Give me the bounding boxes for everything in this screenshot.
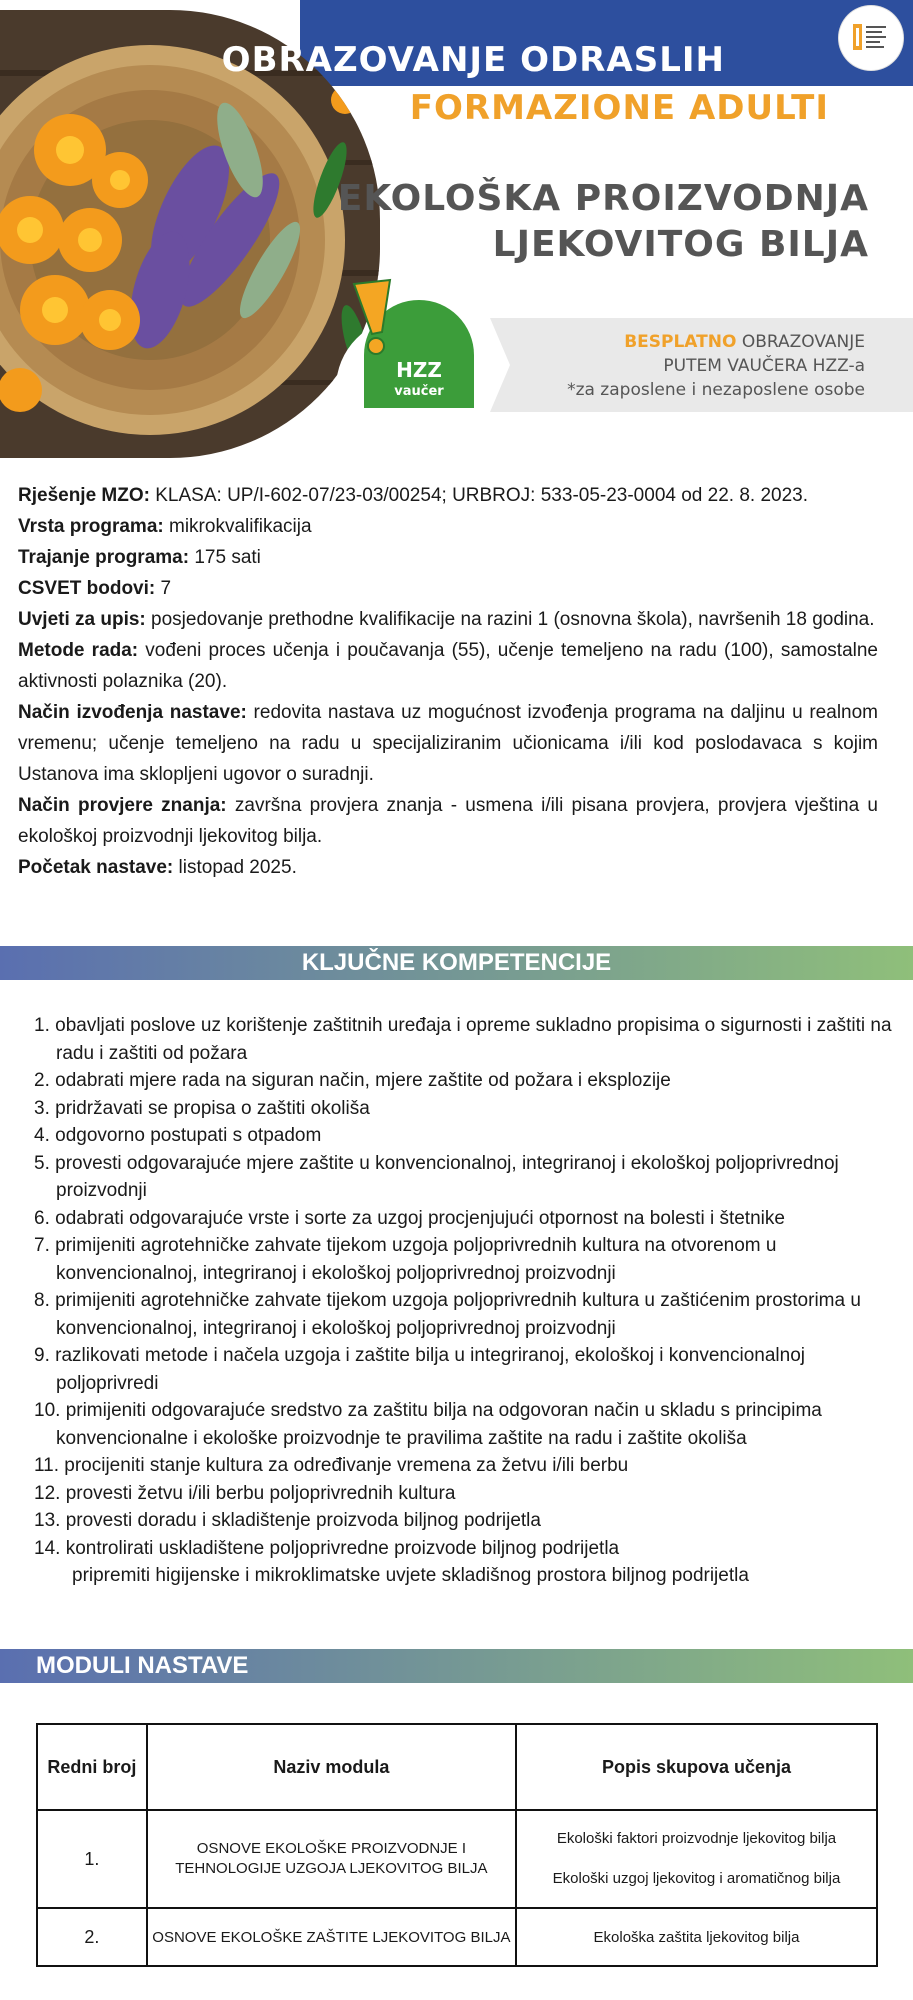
- info-value: 175 sati: [189, 547, 261, 568]
- info-value: listopad 2025.: [173, 857, 297, 878]
- table-row: [37, 1810, 877, 1908]
- info-row: [18, 480, 878, 511]
- info-label: CSVET bodovi:: [18, 578, 156, 599]
- info-row: [18, 542, 878, 573]
- list-item: 6. odabrati odgovarajuće vrste i sorte za uzgoj procjenjujući otpornost na bolesti i štetnike: [34, 1207, 785, 1229]
- voucher-text: [567, 330, 865, 402]
- list-item: 11. procijeniti stanje kultura za određivanje vremena za žetvu i/ili berbu: [34, 1455, 629, 1476]
- hzz-label: HZZ: [396, 358, 442, 382]
- list-item: 8. primijeniti agrotehničke zahvate tijekom uzgoja poljoprivrednih kultura u zaštićenim prostorima u konvencionalnoj, integriranoj i ekološkoj poljoprivrednoj proizvodnji: [34, 1290, 861, 1339]
- info-row: [18, 790, 878, 852]
- list-item-continuation: pripremiti higijenske i mikroklimatske uvjete skladišnog prostora biljnog podrijetla: [72, 1565, 749, 1586]
- info-label: Rješenje MZO:: [18, 485, 150, 506]
- column-header-learning-sets: Popis skupova učenja: [516, 1724, 877, 1810]
- list-item: 10. primijeniti odgovarajuće sredstvo za zaštitu bilja na odgovoran način u skladu s principima konvencionalne i ekološke proizvodnje te pravilima zaštite na radu i zaštite okoliša: [34, 1400, 822, 1449]
- list-item: 4. odgovorno postupati s otpadom: [34, 1125, 322, 1146]
- program-category-title: OBRAZOVANJE ODRASLIH: [221, 40, 725, 80]
- module-number: 2.: [37, 1908, 147, 1966]
- module-name: OSNOVE EKOLOŠKE PROIZVODNJE I TEHNOLOGIJE UZGOJA LJEKOVITOG BILJA: [147, 1810, 516, 1908]
- info-label: Početak nastave:: [18, 857, 174, 878]
- info-value: završna provjera znanja - usmena i/ili pisana provjera, provjera vještina u ekološkoj proizvodnji ljekovitog bilja.: [18, 795, 878, 847]
- info-row: [18, 573, 878, 604]
- info-value: KLASA: UP/I-602-07/23-03/00254; URBROJ: 533-05-23-0004 od 22. 8. 2023.: [149, 485, 809, 506]
- column-header-module-name: Naziv modula: [147, 1724, 516, 1810]
- info-label: Vrsta programa:: [18, 516, 164, 537]
- hzz-voucher-label: vaučer: [394, 384, 444, 399]
- learning-set-item: Ekološka zaštita ljekovitog bilja: [593, 1928, 800, 1946]
- table-row: [37, 1908, 877, 1966]
- modules-table: [36, 1723, 878, 1967]
- info-row: [18, 635, 878, 697]
- info-row: [18, 697, 878, 790]
- list-item: 12. provesti žetvu i/ili berbu poljoprivrednih kultura: [34, 1482, 456, 1504]
- info-label: Uvjeti za upis:: [18, 609, 146, 630]
- competencies-heading: KLJUČNE KOMPETENCIJE: [0, 946, 913, 980]
- info-label: Način provjere znanja:: [18, 795, 227, 816]
- list-item: 1. obavljati poslove uz korištenje zaštitnih uređaja i opreme sukladno propisima o sigurnosti i zaštiti na radu i zaštiti od požara: [34, 1015, 892, 1064]
- column-header-number: Redni broj: [37, 1724, 147, 1810]
- module-name: OSNOVE EKOLOŠKE ZAŠTITE LJEKOVITOG BILJA: [147, 1908, 516, 1966]
- hzz-voucher-badge: [364, 300, 474, 408]
- program-title: [338, 176, 869, 268]
- institution-logo-icon: [851, 20, 891, 56]
- module-learning-sets: [516, 1908, 877, 1966]
- exclamation-icon: [346, 278, 406, 358]
- info-value: vođeni proces učenja i poučavanja (55), učenje temeljeno na radu (100), samostalne aktivnosti polaznika (20).: [18, 640, 878, 692]
- info-row: [18, 852, 878, 883]
- voucher-line2: PUTEM VAUČERA HZZ-a: [663, 356, 865, 376]
- voucher-line3: *za zaposlene i nezaposlene osobe: [567, 380, 865, 400]
- module-number: 1.: [37, 1810, 147, 1908]
- info-label: Trajanje programa:: [18, 547, 190, 568]
- modules-heading: MODULI NASTAVE: [0, 1649, 913, 1683]
- module-learning-sets: [516, 1810, 877, 1908]
- program-title-line1: EKOLOŠKA PROIZVODNJA: [337, 178, 869, 219]
- info-value: posjedovanje prethodne kvalifikacije na razini 1 (osnovna škola), navršenih 18 godina.: [145, 609, 875, 630]
- info-row: [18, 604, 878, 635]
- table-header-row: [37, 1724, 877, 1810]
- list-item: 9. razlikovati metode i načela uzgoja i zaštite bilja u integriranoj, ekološkoj i konvencionalnoj poljoprivredi: [34, 1345, 805, 1394]
- program-category-subtitle: FORMAZIONE ADULTI: [409, 88, 829, 128]
- program-info: [18, 480, 878, 883]
- competencies-list: [34, 1012, 894, 1590]
- info-value: mikrokvalifikacija: [163, 516, 312, 537]
- list-item: 2. odabrati mjere rada na siguran način, mjere zaštite od požara i eksplozije: [34, 1070, 671, 1091]
- info-label: Način izvođenja nastave:: [18, 702, 247, 723]
- voucher-line1: OBRAZOVANJE: [736, 332, 865, 352]
- list-item: 3. pridržavati se propisa o zaštiti okoliša: [34, 1097, 370, 1119]
- hero-banner: [0, 0, 913, 458]
- learning-set-item: Ekološki faktori proizvodnje ljekovitog bilja: [556, 1830, 837, 1847]
- voucher-free-label: BESPLATNO: [624, 332, 737, 352]
- learning-set-item: Ekološki uzgoj ljekovitog i aromatičnog bilja: [552, 1870, 841, 1887]
- list-item: 13. provesti doradu i skladištenje proizvoda biljnog podrijetla: [34, 1510, 541, 1531]
- list-item: 14. kontrolirati uskladištene poljoprivredne proizvode biljnog podrijetla: [34, 1537, 620, 1559]
- info-value: redovita nastava uz mogućnost izvođenja programa na daljinu u realnom vremenu; učenje temeljeno na radu u specijaliziranim učionicama i/ili kod poslodavaca s kojim Ustanova ima sklopljeni ugovor o suradnji.: [18, 702, 878, 785]
- institution-logo: [839, 6, 903, 70]
- list-item: 5. provesti odgovarajuće mjere zaštite u konvencionalnoj, integriranoj i ekološkoj poljoprivrednoj proizvodnji: [34, 1152, 839, 1201]
- info-label: Metode rada:: [18, 640, 139, 661]
- program-title-line2: LJEKOVITOG BILJA: [492, 224, 869, 265]
- info-value: 7: [155, 578, 172, 599]
- list-item: 7. primijeniti agrotehničke zahvate tijekom uzgoja poljoprivrednih kultura na otvorenom u konvencionalnoj, integriranoj i ekološkoj poljoprivrednoj proizvodnji: [34, 1235, 777, 1284]
- info-row: [18, 511, 878, 542]
